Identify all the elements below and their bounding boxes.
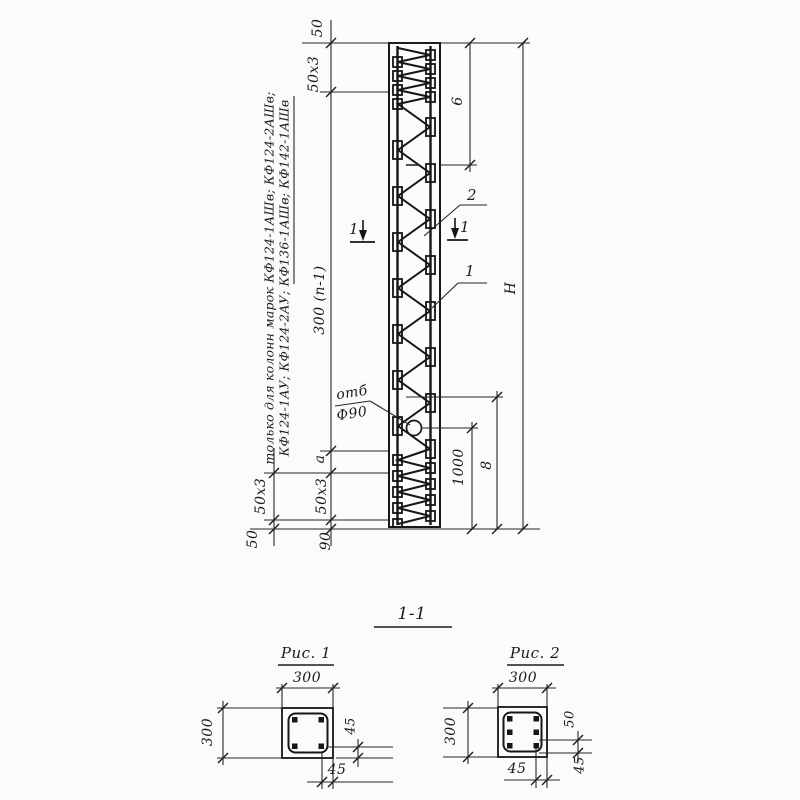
- hole-note-diameter: Ф90: [335, 403, 369, 425]
- dim-span-300-p1: 300 (п-1): [312, 265, 328, 335]
- fig2-dim-bottom-45: 45: [507, 761, 527, 777]
- hole-circle: [407, 421, 422, 436]
- fig1-dim-bottom-45: 45: [327, 762, 347, 778]
- dim-a: а: [312, 454, 328, 464]
- fig2-bars: [507, 716, 539, 749]
- dim-1000: 1000: [451, 448, 467, 486]
- fig2-dim-right-45: 45: [572, 756, 588, 774]
- section-cut-arrows: [350, 218, 471, 242]
- fig1-dim-left-300: 300: [200, 717, 216, 747]
- fig1-bars: [292, 717, 324, 749]
- fig2-dim-left-300: 300: [443, 716, 459, 746]
- dim-outer-50: 50: [245, 529, 261, 549]
- fig2-dim-right-50: 50: [562, 710, 578, 728]
- dim-6: 6: [450, 96, 466, 106]
- dim-90: 90: [318, 531, 334, 551]
- note-line-1: только для колонн марок КФ124-1АШв; КФ124-2АШв;: [261, 91, 277, 465]
- fig1-dim-right-45: 45: [343, 717, 359, 735]
- dim-inner-50x3: 50х3: [314, 477, 330, 515]
- callout-spiral-2: 2: [466, 186, 478, 204]
- dim-top-50x3: 50х3: [306, 55, 322, 93]
- section-mark-left-1: 1: [348, 220, 360, 238]
- fig1-title: Рис. 1: [280, 644, 332, 662]
- callout-bar-1: 1: [464, 262, 476, 280]
- fig2-title: Рис. 2: [509, 644, 561, 662]
- fig1-dims: [217, 684, 393, 789]
- fig1-dim-top-300: 300: [292, 670, 322, 686]
- dim-top-50: 50: [310, 18, 326, 38]
- section-mark-right-1: 1: [459, 218, 471, 236]
- dim-outer-50x3: 50х3: [253, 477, 269, 515]
- fig2-dim-top-300: 300: [508, 670, 538, 686]
- dim-8: 8: [479, 460, 495, 470]
- fig1-section: [217, 683, 393, 789]
- section-title-1-1: 1-1: [397, 604, 427, 624]
- dim-H: Н: [503, 281, 519, 295]
- hole-note-word: отб: [335, 382, 369, 404]
- note-line-2: КФ124-1АУ; КФ124-2АУ; КФ136-1АШв; КФ142-1АШв: [276, 99, 292, 457]
